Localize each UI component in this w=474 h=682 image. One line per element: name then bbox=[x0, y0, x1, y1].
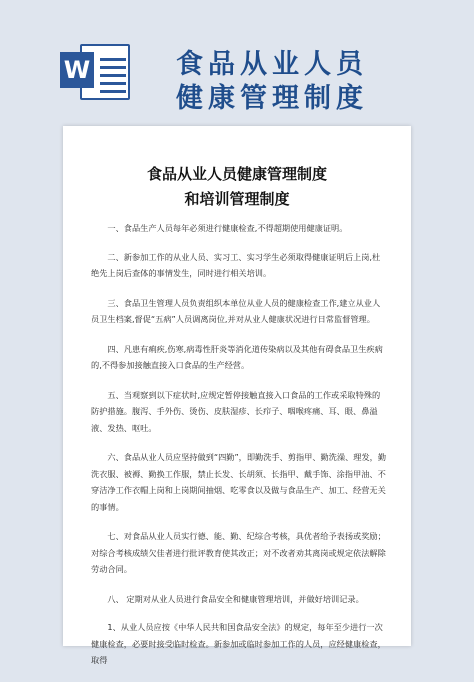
header-banner bbox=[0, 0, 474, 120]
document-body bbox=[91, 220, 387, 682]
banner-title-line1: 食品从业人员 bbox=[176, 49, 368, 80]
paragraph-2: 二、新参加工作的从业人员、实习工、实习学生必须取得健康证明后上岗,杜绝先上岗后查体的事情发生，同时进行相关培训。 bbox=[91, 251, 381, 278]
paragraph-5: 五、当观察到以下症状时,应规定暂停接触直接入口食品的工作或采取特殊的防护措施。腹泻、手外伤、烫伤、皮肤湿疹、长疖子、咽喉疼痛、耳、眼、鼻溢液、发热、呕吐。 bbox=[91, 389, 381, 433]
document-title-line2: 和培训管理制度 bbox=[184, 190, 290, 208]
paragraph-6: 六、食品从业人员应坚持做到“四勤”，即勤洗手、剪指甲、勤洗澡、理发，勤洗衣服、被褥、勤换工作服，禁止长发、长胡须、长指甲、戴手饰、涂指甲油、不穿洁净工作衣帽上岗和上岗期间抽烟、吃零食以及做与食品生产、加工、经营无关的事情。 bbox=[91, 452, 387, 512]
document-page bbox=[63, 126, 411, 665]
word-document-icon bbox=[58, 40, 134, 102]
paragraph-9: 1、从业人员应按《中华人民共和国食品安全法》的规定，每年至少进行一次健康检查，必要时接受临时检查。新参加或临时参加工作的人员，应经健康检查，取得 bbox=[91, 622, 386, 665]
paragraph-8: 八、 定期对从业人员进行食品安全和健康管理培训，并做好培训记录。 bbox=[107, 593, 364, 604]
paragraph-4: 四、凡患有痢疾,伤寒,病毒性肝炎等消化道传染病以及其他有碍食品卫生疾病的,不得参加接触直接入口食品的生产经营。 bbox=[91, 343, 383, 370]
word-logo-letter: W bbox=[60, 52, 94, 88]
paragraph-3: 三、食品卫生管理人员负责组织本单位从业人员的健康检查工作,建立从业人员卫生档案,督促“五病”人员调离岗位,并对从业人健康状况进行日常监督管理。 bbox=[91, 297, 381, 324]
paragraph-7: 七、对食品从业人员实行德、能、勤、纪综合考核，具优者给予表扬或奖励；对综合考核成绩欠佳者进行批评教育使其改正；对不改者劝其离岗或规定依法解除劳动合同。 bbox=[91, 531, 386, 574]
paragraph-1: 一、食品生产人员每年必须进行健康检查,不得超期使用健康证明。 bbox=[107, 223, 348, 233]
document-title-line1: 食品从业人员健康管理制度 bbox=[146, 165, 327, 183]
banner-title-line2: 健康管理制度 bbox=[176, 83, 368, 114]
